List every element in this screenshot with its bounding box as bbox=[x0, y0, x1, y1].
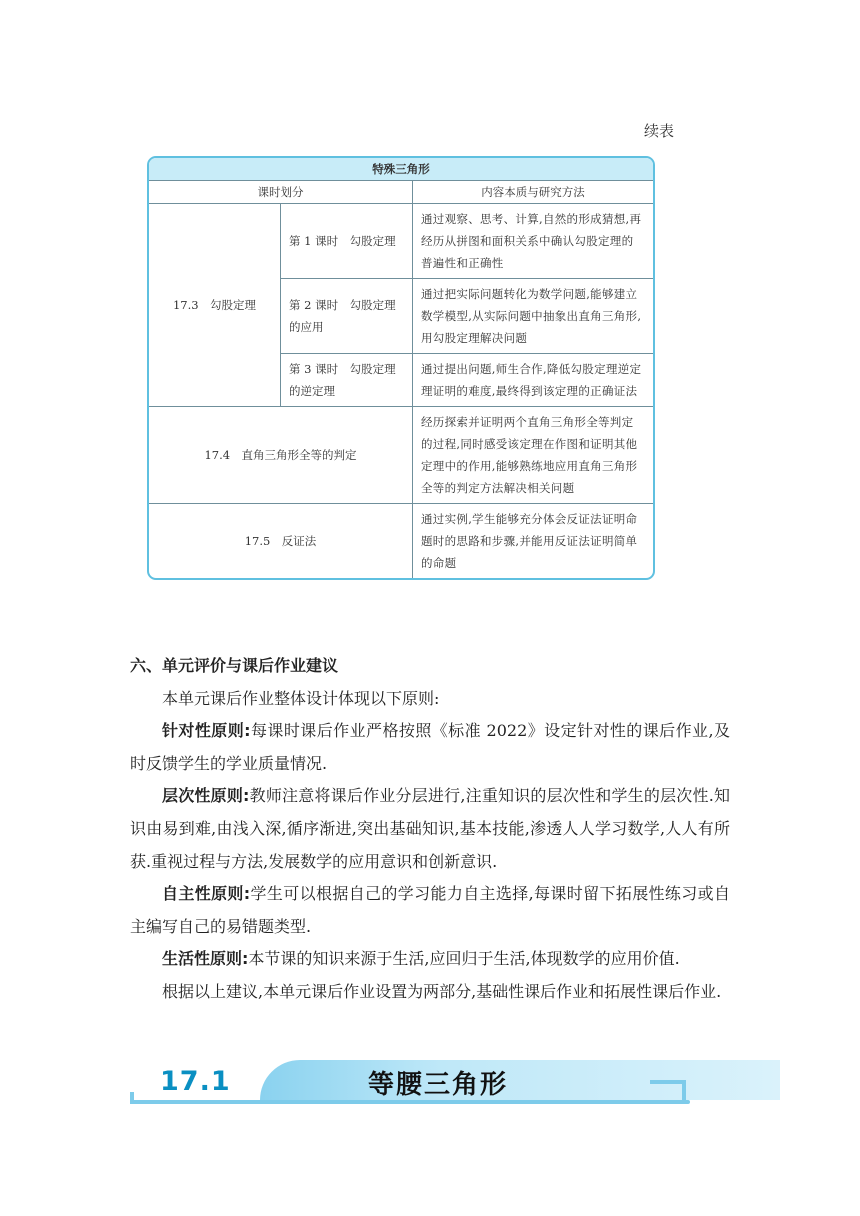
lesson-cell: 第 2 课时 勾股定理的应用 bbox=[281, 279, 413, 354]
principle-text: 每课时课后作业严格按照《标准 2022》设定针对性的课后作业,及时反馈学生的学业质量情况. bbox=[130, 721, 730, 773]
col-header-lessons: 课时划分 bbox=[149, 181, 413, 204]
lesson-cell: 第 3 课时 勾股定理的逆定理 bbox=[281, 354, 413, 407]
table-row bbox=[149, 504, 653, 579]
col-header-content: 内容本质与研究方法 bbox=[413, 181, 654, 204]
table-title: 特殊三角形 bbox=[149, 158, 653, 181]
content-cell: 通过观察、思考、计算,自然的形成猜想,再经历从拼图和面积关系中确认勾股定理的普遍性和正确性 bbox=[413, 204, 654, 279]
lesson-table bbox=[147, 156, 655, 580]
conclusion-paragraph: 根据以上建议,本单元课后作业设置为两部分,基础性课后作业和拓展性课后作业. bbox=[162, 981, 722, 1001]
chapter-banner bbox=[130, 1058, 690, 1110]
principle-text: 学生可以根据自己的学习能力自主选择,每课时留下拓展性练习或自主编写自己的易错题类型. bbox=[130, 884, 730, 936]
continued-label: 续表 bbox=[643, 122, 674, 140]
intro-paragraph: 本单元课后作业整体设计体现以下原则: bbox=[162, 688, 440, 708]
table-row bbox=[149, 204, 653, 279]
content-cell: 通过实例,学生能够充分体会反证法证明命题时的思路和步骤,并能用反证法证明简单的命题 bbox=[413, 504, 654, 579]
banner-left-tick bbox=[130, 1092, 134, 1104]
lesson-cell: 第 1 课时 勾股定理 bbox=[281, 204, 413, 279]
lesson-table-grid bbox=[149, 158, 653, 578]
section-cell: 17.5 反证法 bbox=[149, 504, 413, 579]
section-cell: 17.4 直角三角形全等的判定 bbox=[149, 407, 413, 504]
banner-right-tick bbox=[682, 1080, 686, 1104]
chapter-title: 等腰三角形 bbox=[368, 1070, 509, 1100]
content-cell: 经历探索并证明两个直角三角形全等判定的过程,同时感受该定理在作图和证明其他定理中的作用,能够熟练地应用直角三角形全等的判定方法解决相关问题 bbox=[413, 407, 654, 504]
principle-paragraph bbox=[130, 878, 730, 943]
banner-background bbox=[260, 1060, 780, 1100]
principle-label: 针对性原则: bbox=[162, 721, 251, 741]
table-row bbox=[149, 407, 653, 504]
content-cell: 通过把实际问题转化为数学问题,能够建立数学模型,从实际问题中抽象出直角三角形,用勾股定理解决问题 bbox=[413, 279, 654, 354]
principle-text: 本节课的知识来源于生活,应回归于生活,体现数学的应用价值. bbox=[248, 949, 680, 969]
principle-paragraph bbox=[130, 780, 730, 878]
section-cell: 17.3 勾股定理 bbox=[149, 204, 281, 407]
content-cell: 通过提出问题,师生合作,降低勾股定理逆定理证明的难度,最终得到该定理的正确证法 bbox=[413, 354, 654, 407]
section-six bbox=[130, 650, 730, 1009]
principle-label: 自主性原则: bbox=[162, 884, 251, 904]
principle-paragraph bbox=[130, 715, 730, 780]
principle-label: 生活性原则: bbox=[162, 949, 249, 969]
banner-right-line bbox=[650, 1080, 686, 1084]
principle-paragraph bbox=[130, 943, 730, 976]
principle-label: 层次性原则: bbox=[162, 786, 250, 806]
section-heading: 六、单元评价与课后作业建议 bbox=[130, 656, 339, 675]
principle-text: 教师注意将课后作业分层进行,注重知识的层次性和学生的层次性.知识由易到难,由浅入深,循序渐进,突出基础知识,基本技能,渗透人人学习数学,人人有所获.重视过程与方法,发展数学的应用意识和创新意识. bbox=[130, 786, 730, 871]
chapter-number: 17.1 bbox=[160, 1066, 231, 1097]
